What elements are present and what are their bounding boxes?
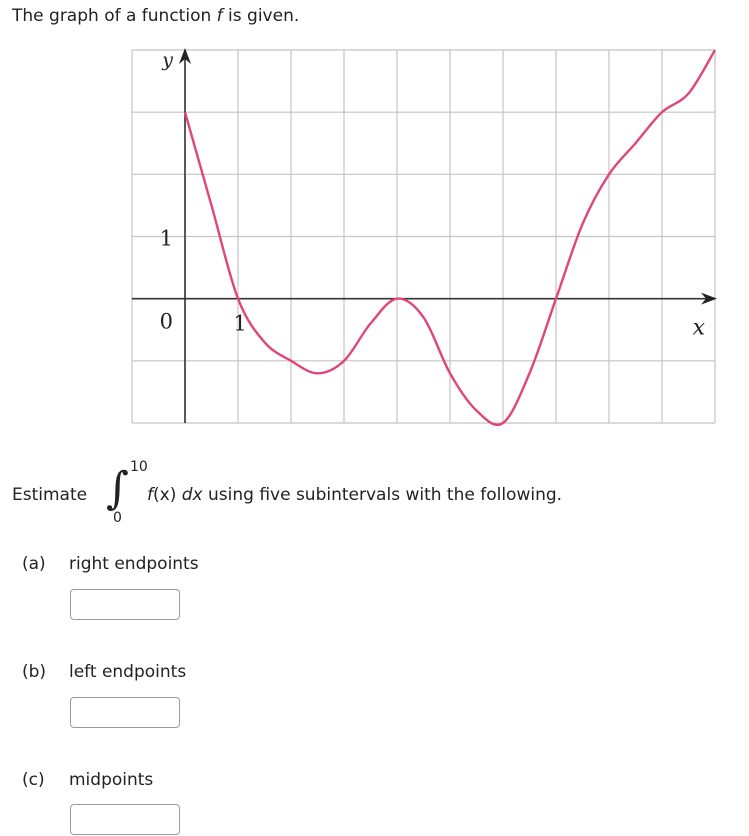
part-c-answer-input[interactable]: [70, 804, 180, 835]
part-a-letter: (a): [22, 554, 46, 574]
estimate-word: Estimate: [12, 485, 88, 505]
axis-labels: [160, 49, 706, 341]
x-axis-label: x: [692, 315, 705, 341]
part-c-label: [22, 770, 153, 790]
part-c-letter: (c): [22, 770, 45, 790]
part-c-text: midpoints: [69, 770, 154, 790]
y-tick-label: 0: [159, 309, 173, 334]
part-b-letter: (b): [22, 662, 47, 682]
integral-upper-limit: 10: [130, 459, 148, 475]
integrand-function: f: [147, 485, 153, 505]
estimate-prompt: [12, 458, 732, 530]
intro-function-name: f: [216, 6, 223, 26]
estimate-instructions: using five subintervals with the following.: [202, 485, 563, 505]
y-axis-label: y: [162, 49, 173, 71]
integral-sign: ∫: [106, 463, 129, 514]
integrand-differential: dx: [181, 485, 203, 505]
x-tick-label: 1: [233, 311, 247, 336]
part-a-answer-input[interactable]: [70, 589, 180, 620]
integrand-argument: (x): [153, 485, 182, 505]
part-b-text: left endpoints: [69, 662, 187, 682]
part-b-label: [22, 662, 186, 682]
intro-text: The graph of a function: [12, 6, 217, 26]
part-a-label: [22, 554, 199, 574]
part-b-answer-input[interactable]: [70, 697, 180, 728]
integral-lower-limit: 0: [113, 510, 122, 526]
integrand: [147, 485, 562, 505]
part-a-text: right endpoints: [69, 554, 199, 574]
y-tick-label: 1: [159, 226, 173, 251]
intro-text-end: is given.: [222, 6, 300, 26]
